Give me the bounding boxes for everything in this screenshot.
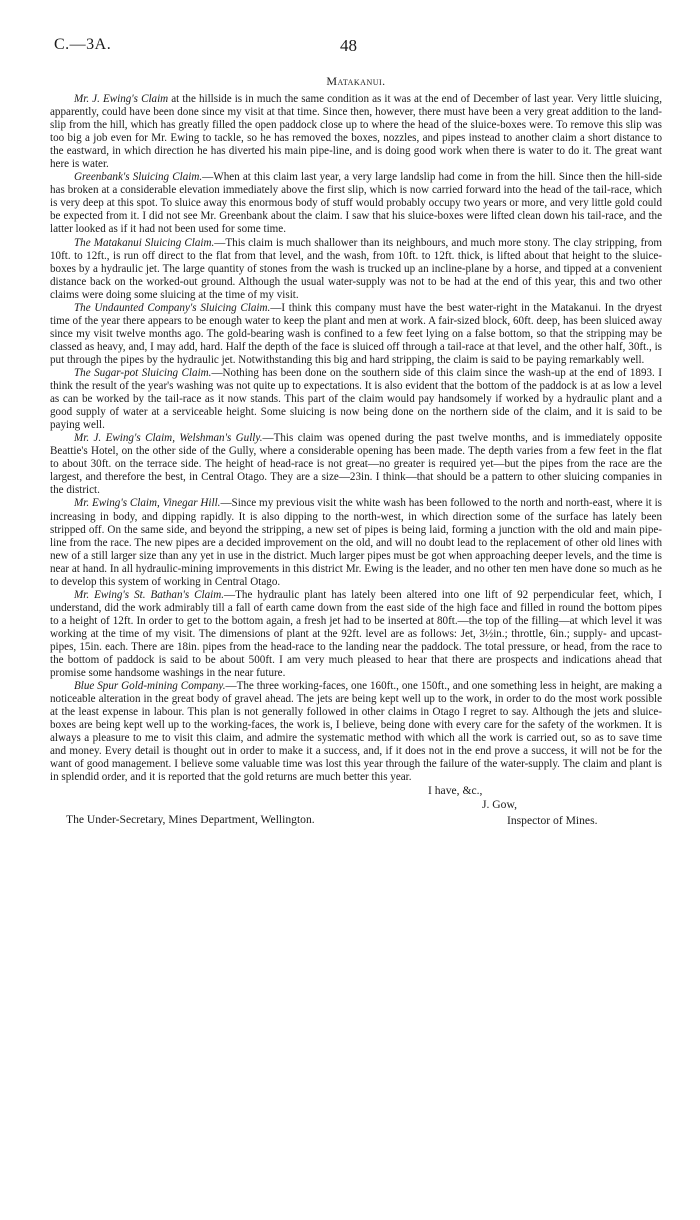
paragraph-st-bathans [50,589,662,680]
report-reference: C.—3A. [54,36,112,53]
paragraph-text: —This claim is much shallower than its neighbours, and much more stony. The clay stripping, from 10ft. to 12ft., is run off direct to the flat from that level, and the wash, from 10ft. to 12ft. thick, is lifted about that height to the sluice-boxes by a hydraulic jet. The large quantity of stones from the wash is trucked up an incline-plane by a horse, and tipped at a convenient distance back on the worked-out ground. Although the usual water-supply was not to be had at the end of this year, this and two other claims were doing some sluicing at the time of my visit. [50,236,663,301]
paragraph-undaunted [50,302,662,367]
paragraph-text: —I think this company must have the best water-right in the Matakanui. In the dryest time of the year there appears to be enough water to keep the plant and men at work. A fair-sized block, 60ft. deep, has been sluiced away since my visit twelve months ago. The gold-bearing wash is confined to a few feet lying on a false bottom, so that the stripping may be classed as heavy, and, I may add, hard. Half the depth of the face is sluiced off through a tail-race at that level, and the other half, 30ft., is put through the pipes by the hydraulic jet. Notwithstanding this big and hard stripping, the claim is said to be paying remarkably well. [50,301,662,366]
paragraph-text: —The hydraulic plant has lately been altered into one lift of 92 perpendicular feet, which, I understand, did the work admirably till a fall of earth came down from the east side of the high face and filled in round the bottom pipes to a height of 12ft. In order to get to the bottom again, a fresh jet had to be inserted at 80ft.—the top of the filling—at which level it was working at the time of my visit. The dimensions of plant at the 92ft. level are as follows: Jet, 3½in.; throttle, 6in.; supply- and upcast-pipes, 15in. each. There are 18in. pipes from the head-race to the landing near the paddock. The total pressure, or head, from the race to the bottom of paddock is said to be about 500ft. I am very much pleased to hear that there are prospects and indications ahead that promise some handsome washings in the near future. [50,588,662,680]
paragraph-vinegar-hill [50,497,662,588]
letter-closing [50,784,662,844]
paragraph-text: —This claim was opened during the past twelve months, and is immediately opposite Beattie's Hotel, on the other side of the Gully, where a considerable opening has been made. The depth varies from a few feet in the flat to about 30ft. on the terrace side. The height of head-race is not great—no greater is required yet—but the pipes from the race are the largest, and therefore the best, in Central Otago. They are a size—23in. I think—that should be a pattern to other sluicing companies in the district. [50,432,662,497]
paragraph-heading: Mr. Ewing's St. Bathan's Claim. [74,588,225,601]
paragraph-blue-spur [50,680,662,784]
paragraph-text: —The three working-faces, one 160ft., one 150ft., and one something less in height, are making a noticeable alteration in the great body of gravel ahead. The jets are being kept well up to the work, in order to do the most work possible at the least expense in labour. This plan is not generally followed in other claims in Otago I regret to say. Although the jets and sluice-boxes are being kept well up to the working-faces, the work is, I believe, being done with every care for the safety of the workmen. It is always a pleasure to me to visit this claim, and admire the systematic method with which all the work is carried out, so as to save time and money. Every detail is thought out in order to make it a success, and, if it does not in the end prove a success, it will not be for the want of good management. I believe some valuable time was lost this year through the failure of the water-supply. The claim and plant is in splendid order, and it is reported that the gold returns are much better this year. [50,680,662,784]
addressee: The Under-Secretary, Mines Department, Wellington. [66,813,315,827]
valediction: I have, &c., [428,784,483,798]
paragraph-heading: The Undaunted Company's Sluicing Claim. [74,301,271,314]
paragraph-sugar-pot [50,367,662,432]
signatory-name: J. Gow, [482,798,517,812]
page-number: 48 [340,36,357,55]
paragraph-welshmans-gully [50,432,662,497]
section-title: Matakanui. [326,74,386,88]
paragraph-greenbank [50,171,662,236]
paragraph-text: —When at this claim last year, a very large landslip had come in from the hill. Since then the hill-side has broken at a considerable elevation immediately above the first slip, which is now carried forward into the head of the tail-race, which is very deep at this spot. To sluice away this enormous body of stuff would probably occupy two years or more, and very little gold could be expected from it. I did not see Mr. Greenbank about the claim. I saw that his sluice-boxes were lifted clean down his tail-race, and the latter looked as if it had not been used for some time. [50,171,662,236]
paragraph-heading: Greenbank's Sluicing Claim. [74,171,203,184]
paragraph-heading: Mr. J. Ewing's Claim, Welshman's Gully. [74,432,263,445]
paragraph-text: —Nothing has been done on the southern side of this claim since the wash-up at the end of 1893. I think the result of the year's washing was not quite up to expectations. It is also evident that the bottom of the paddock is at as low a level as can be worked by the tail-race as it now stands. This part of the claim would pay handsomely if worked by a hydraulic plant and a good supply of water at a serviceable height. Some sluicing is now being done on the northern side of the claim, and it is said to be paying well. [50,366,662,432]
paragraph-ewing-hillside [50,93,662,171]
paragraph-text: at the hillside is in much the same condition as it was at the end of December of last year. Very little sluicing, apparently, could have been done since my visit at that time. Since then, however, there must have been a very great addition to the land-slip from the hill, which has greatly filled the open paddock close up to where the head of the sluice-boxes were. To remove this slip was too big a job even for Mr. Ewing to tackle, so he has removed the boxes, nozzles, and pipes instead to another claim a short distance to the eastward, in which direction he has diverted his main pipe-line, and is doing good work when there is water to do it. The great want here is water. [50,93,662,171]
page-header [50,34,662,74]
paragraph-heading: Blue Spur Gold-mining Company. [74,680,226,693]
paragraph-matakanui-sluicing [50,237,662,302]
signatory-title: Inspector of Mines. [507,814,598,828]
paragraph-heading: The Matakanui Sluicing Claim. [74,236,215,249]
paragraph-heading: Mr. Ewing's Claim, Vinegar Hill. [74,497,221,510]
paragraph-heading: Mr. J. Ewing's Claim [74,93,169,105]
report-body [50,93,662,784]
paragraph-text: —Since my previous visit the white wash has been followed to the north and north-east, where it is increasing in body, and dipping rapidly. It is also dipping to the north-west, in which direction some of the surface has lately been stripped off. On the same side, and beyond the stripping, a new set of pipes is being laid, forming a junction with the old and main pipe-line from the race. The new pipes are a decided improvement on the old, and will no doubt lead to the replacement of other old lines with new of a still larger size than any yet in use in the district. Much larger pipes must be got when approaching deeper levels, and the time is near at hand. In all hydraulic-mining improvements in this district Mr. Ewing is the leader, and no other ten men have done so much as he to develop this system of working in Central Otago. [50,497,662,588]
paragraph-heading: The Sugar-pot Sluicing Claim. [74,366,212,379]
